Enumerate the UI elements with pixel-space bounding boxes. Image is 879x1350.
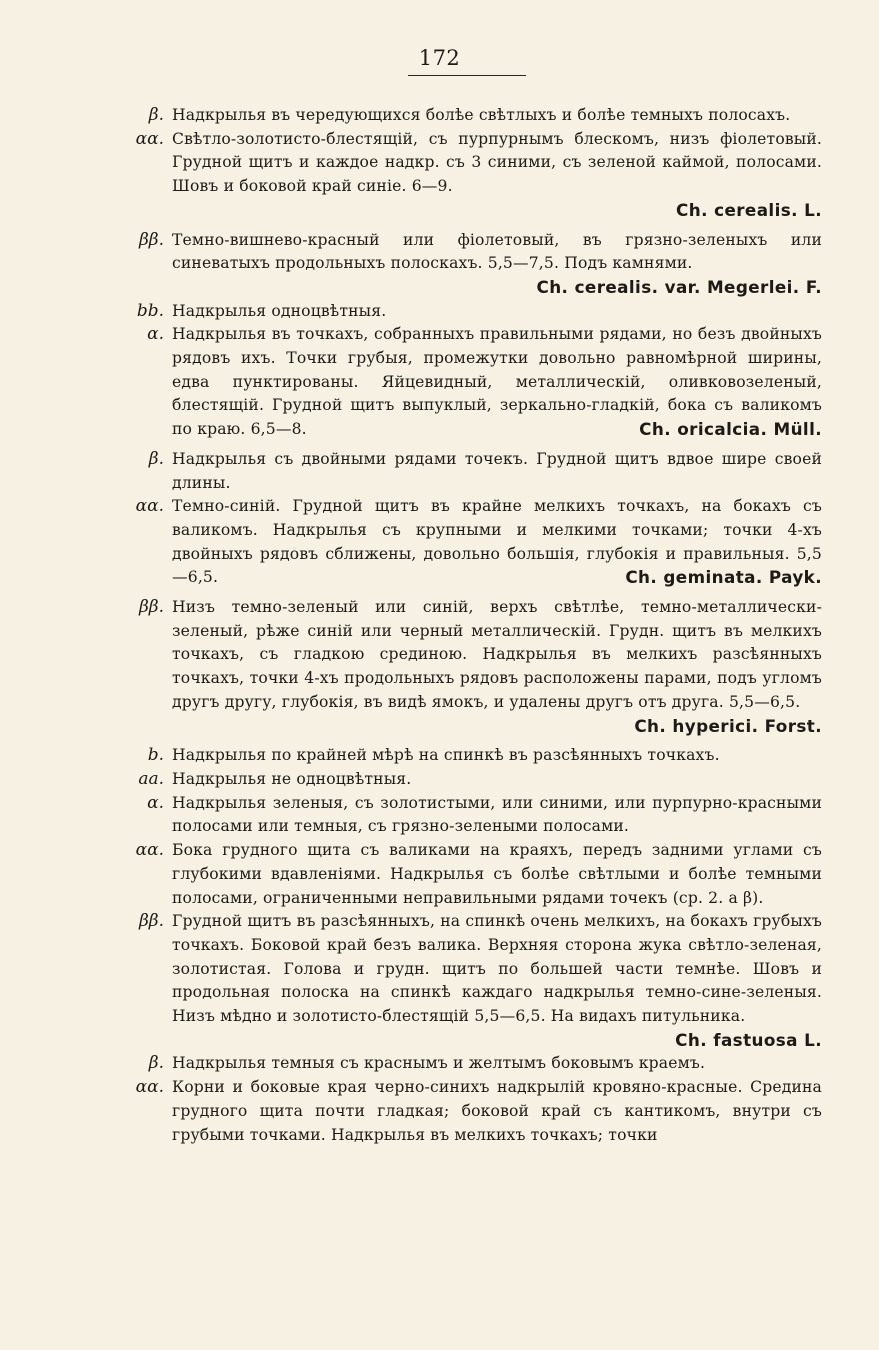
entry-marker: β. [148, 105, 164, 125]
key-entry [0, 1052, 879, 1076]
entry-description: Надкрылья въ точкахъ, собранныхъ правильными рядами, но безъ двойныхъ рядовъ ихъ. Точки грубыя, промежутки довольно равномѣрной ширины, едва пунктированы. Яйцевидный, металлическій, оливковозеленый, блестящій. Грудной щитъ выпуклый, зеркально-гладкій, бока съ валикомъ по краю. 6,5—8. [172, 325, 822, 439]
species-name: Ch. geminata. Payk. [625, 567, 822, 588]
entry-text: Надкрылья не одноцвѣтныя. [172, 769, 412, 788]
entry-text [172, 495, 822, 590]
entry-marker: bb. [136, 300, 164, 321]
key-entry [0, 128, 879, 223]
entry-marker: β. [148, 448, 164, 469]
key-entry [0, 792, 879, 839]
entry-marker: α. [147, 792, 164, 813]
entry-marker: αα. [135, 496, 164, 517]
entry-marker: ββ. [138, 229, 164, 250]
entry-text: Надкрылья темныя съ краснымъ и желтымъ боковымъ краемъ. [172, 1054, 706, 1073]
entry-description: Низъ темно-зеленый или синій, верхъ свѣтлѣе, темно-металлически-зеленый, рѣже синій или черный металлическій. Грудн. щитъ въ мелкихъ точкахъ, съ гладкою срединою. Надкрылья въ мелкихъ разсѣянныхъ точкахъ, точки 4-хъ продольныхъ рядовъ расположены парами, подъ угломъ другъ другу, глубокія, въ видѣ ямокъ, и удалены другъ отъ друга. 5,5—6,5. [172, 598, 822, 711]
entry-description: Темно-вишнево-красный или фіолетовый, въ грязно-зеленыхъ или синеватыхъ продольныхъ полоскахъ. 5,5—7,5. Подъ камнями. [172, 230, 822, 273]
entry-description: Темно-синій. Грудной щитъ въ крайне мелкихъ точкахъ, на бокахъ съ валикомъ. Надкрылья съ крупными и мелкими точками; точки 4-хъ двойныхъ рядовъ сближены, довольно большія, глубокія и правильныя. 5,5—6,5. [172, 497, 822, 587]
entry-marker: ββ. [138, 911, 164, 932]
key-entry [0, 229, 879, 300]
key-body [0, 104, 879, 1147]
species-name: Ch. cerealis. L. [676, 199, 822, 220]
entry-text: Надкрылья по крайней мѣрѣ на спинкѣ въ разсѣянныхъ точкахъ. [172, 746, 720, 765]
species-name: Ch. fastuosa L. [675, 1029, 822, 1050]
entry-marker: α. [147, 324, 164, 345]
key-entry [0, 104, 879, 128]
key-entry [0, 300, 879, 324]
entry-text [172, 229, 822, 300]
entry-text [172, 323, 822, 442]
species-name: Ch. oricalcia. Müll. [639, 419, 822, 440]
entry-text: Корни и боковые края черно-синихъ надкрылій кровяно-красные. Средина грудного щита почти гладкая; боковой край съ кантикомъ, внутри съ грубыми точками. Надкрылья въ мелкихъ точкахъ; точки [172, 1078, 822, 1144]
entry-text [172, 596, 822, 738]
entry-description: Грудной щитъ въ разсѣянныхъ, на спинкѣ очень мелкихъ, на бокахъ грубыхъ точкахъ. Боковой край безъ валика. Верхняя сторона жука свѣтло-зеленая, золотистая. Голова и грудн. щитъ по большей части темнѣе. Шовъ и продольная полоска на спинкѣ каждаго надкрылья темно-сине-зеленыя. Низъ мѣдно и золотисто-блестящій 5,5—6,5. На видахъ питульника. [172, 912, 822, 1026]
entry-text: Надкрылья въ чередующихся болѣе свѣтлыхъ и болѣе темныхъ полосахъ. [172, 106, 791, 124]
key-entry [0, 768, 879, 792]
entry-marker: αα. [135, 128, 164, 149]
entry-text [172, 128, 822, 223]
species-name: Ch. cerealis. var. Megerlei. F. [536, 276, 822, 297]
key-entry [0, 839, 879, 910]
entry-text: Надкрылья съ двойными рядами точекъ. Грудной щитъ вдвое шире своей длины. [172, 449, 822, 492]
entry-text: Бока грудного щита съ валиками на краяхъ, передъ задними углами съ глубокими вдавленіями. Надкрылья съ болѣе свѣтлыми и болѣе темными полосами, ограниченными неправильными рядами точекъ (ср. 2. а β). [172, 841, 822, 907]
page-number: 172 [418, 46, 461, 70]
species-name: Ch. hyperici. Forst. [634, 715, 822, 736]
key-entry [0, 744, 879, 768]
key-entry [0, 1076, 879, 1147]
entry-marker: ββ. [138, 597, 164, 618]
entry-marker: aa. [138, 768, 164, 789]
key-entry [0, 910, 879, 1052]
entry-description: Свѣтло-золотисто-блестящій, съ пурпурнымъ блескомъ, низъ фіолетовый. Грудной щитъ и каждое надкр. съ 3 синими, съ зеленой каймой, полосами. Шовъ и боковой край синіе. 6—9. [172, 129, 822, 196]
header-rule [408, 75, 526, 76]
entry-text: Надкрылья одноцвѣтныя. [172, 301, 387, 320]
entry-text: Надкрылья зеленыя, съ золотистыми, или синими, или пурпурно-красными полосами или темныя, съ грязно-зелеными полосами. [172, 793, 822, 836]
entry-text [172, 910, 822, 1052]
key-entry [0, 596, 879, 738]
key-entry [0, 448, 879, 495]
key-entry [0, 323, 879, 442]
entry-marker: αα. [135, 1077, 164, 1098]
entry-marker: b. [147, 745, 164, 766]
entry-marker: αα. [135, 840, 164, 861]
entry-marker: β. [148, 1053, 164, 1074]
key-entry [0, 495, 879, 590]
